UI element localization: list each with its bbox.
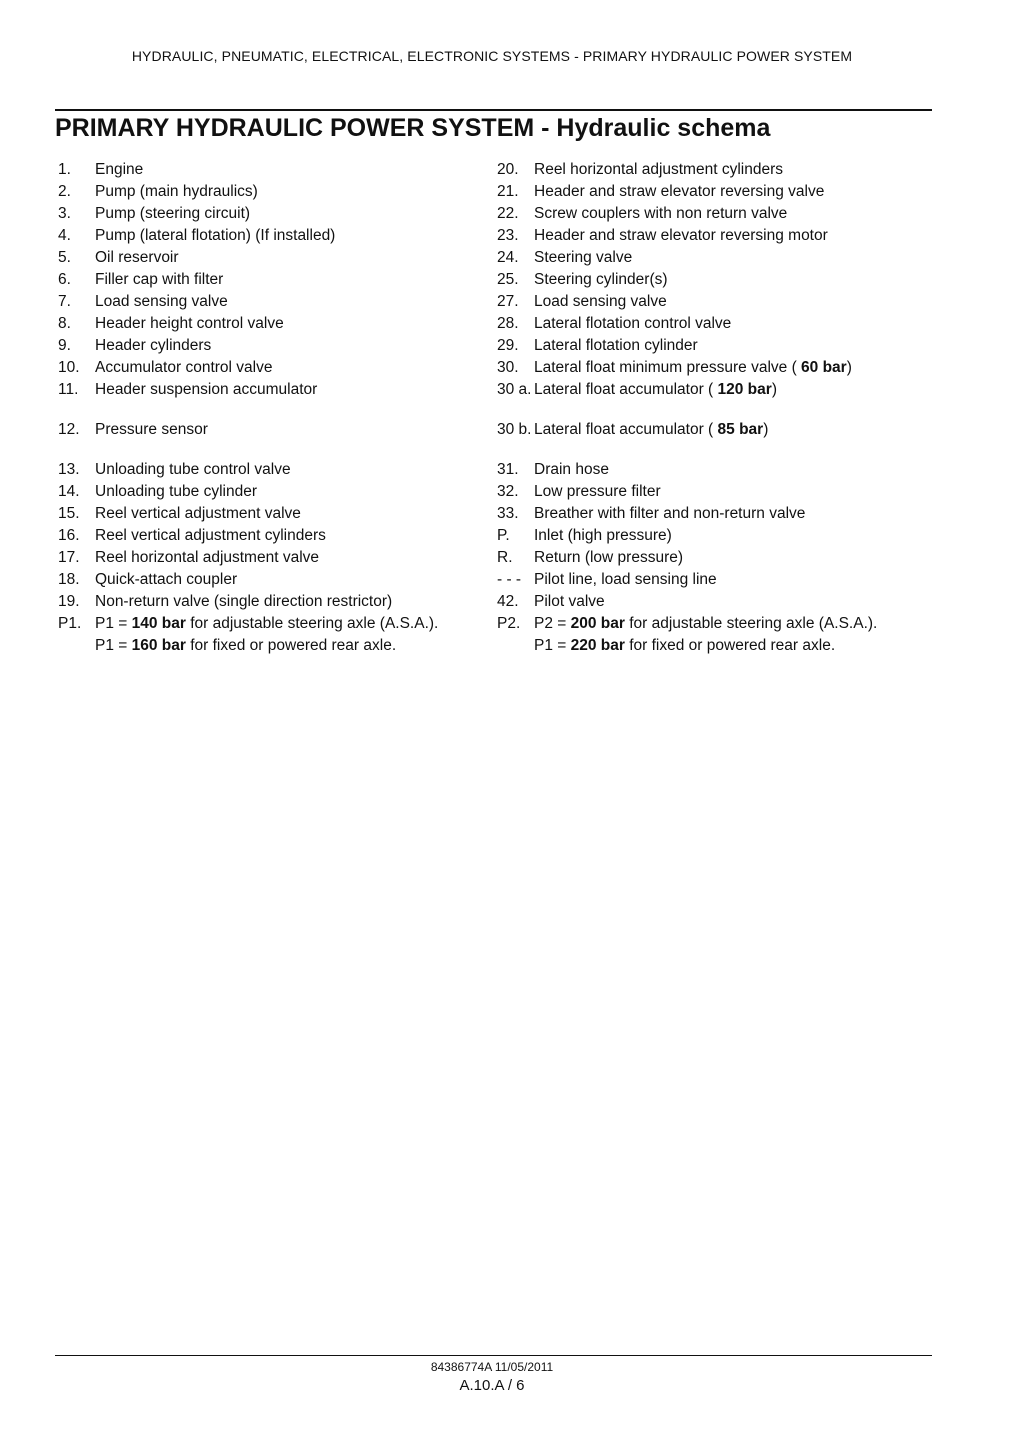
- p2-line-1: [534, 613, 937, 635]
- item-number: P2.: [497, 615, 521, 632]
- item-number: 25.: [497, 271, 519, 288]
- p1-line-1: [95, 613, 497, 635]
- item-number: 32.: [497, 483, 519, 500]
- item-number: 30 a.: [497, 381, 532, 398]
- item-number: 28.: [497, 315, 519, 332]
- legend-left-column: [58, 159, 497, 657]
- item-text: Pilot line, load sensing line: [534, 571, 717, 588]
- p2-line-2: [534, 635, 937, 657]
- item-text: Engine: [95, 161, 144, 178]
- item-text: Lateral flotation cylinder: [534, 337, 698, 354]
- legend-item: [58, 225, 497, 247]
- legend-item: [497, 225, 937, 247]
- item-text: Non-return valve (single direction restrictor): [95, 593, 393, 610]
- legend-item-p2: [497, 613, 937, 657]
- legend-item: [497, 247, 937, 269]
- item-text: Reel vertical adjustment cylinders: [95, 527, 326, 544]
- text-part: ): [763, 421, 769, 438]
- legend-item: [58, 379, 497, 419]
- legend-right-column: [497, 159, 937, 657]
- item-number: 16.: [58, 527, 80, 544]
- legend-item-30: [497, 357, 937, 379]
- item-number: 5.: [58, 249, 71, 266]
- text-part: P1 =: [534, 637, 571, 654]
- legend-item: [58, 591, 497, 613]
- text-part: Lateral float accumulator (: [534, 421, 718, 438]
- text-part: Lateral float accumulator (: [534, 381, 718, 398]
- item-number: 4.: [58, 227, 71, 244]
- item-number: R.: [497, 549, 513, 566]
- item-number: 17.: [58, 549, 80, 566]
- legend-item: [58, 547, 497, 569]
- legend-item-30a: [497, 379, 937, 419]
- page-title: PRIMARY HYDRAULIC POWER SYSTEM - Hydraulic schema: [55, 114, 771, 142]
- legend-item: [58, 291, 497, 313]
- item-number: 13.: [58, 461, 80, 478]
- item-number: 30 b.: [497, 421, 532, 438]
- item-number: 24.: [497, 249, 519, 266]
- item-number: 8.: [58, 315, 71, 332]
- legend-item: [58, 313, 497, 335]
- legend-item: [497, 269, 937, 291]
- page-number: A.10.A / 6: [459, 1377, 525, 1394]
- item-text: Load sensing valve: [534, 293, 667, 310]
- text-part: P2 =: [534, 615, 571, 632]
- document-id: 84386774A 11/05/2011: [430, 1360, 554, 1374]
- item-number: 18.: [58, 571, 80, 588]
- item-text: Load sensing valve: [95, 293, 228, 310]
- legend-item: [497, 291, 937, 313]
- item-text: Steering cylinder(s): [534, 271, 668, 288]
- legend-item: [58, 247, 497, 269]
- text-part: for adjustable steering axle (A.S.A.).: [624, 615, 878, 632]
- item-text: Pressure sensor: [95, 421, 208, 438]
- item-number: 7.: [58, 293, 71, 310]
- legend-item: [58, 481, 497, 503]
- item-text: Return (low pressure): [534, 549, 684, 566]
- text-part: for fixed or powered rear axle.: [185, 637, 397, 654]
- legend: [58, 159, 938, 657]
- text-part: for adjustable steering axle (A.S.A.).: [185, 615, 439, 632]
- item-text: Header height control valve: [95, 315, 284, 332]
- legend-item: [497, 459, 937, 481]
- item-text: Unloading tube control valve: [95, 461, 291, 478]
- item-number: 31.: [497, 461, 519, 478]
- item-number: 20.: [497, 161, 519, 178]
- legend-item: [497, 547, 937, 569]
- item-text: Drain hose: [534, 461, 609, 478]
- legend-item: [58, 181, 497, 203]
- legend-item-p1: [58, 613, 497, 657]
- legend-item: [58, 419, 497, 459]
- item-text: Pilot valve: [534, 593, 605, 610]
- item-text: Pump (steering circuit): [95, 205, 251, 222]
- item-number: 29.: [497, 337, 519, 354]
- legend-item: [497, 159, 937, 181]
- pressure-value: 85 bar: [717, 421, 764, 438]
- text-part: for fixed or powered rear axle.: [624, 637, 836, 654]
- item-number: - - -: [497, 571, 522, 588]
- item-text: [534, 613, 937, 657]
- pressure-value: 200 bar: [570, 615, 625, 632]
- legend-item: [58, 459, 497, 481]
- item-number: 15.: [58, 505, 80, 522]
- item-text: Steering valve: [534, 249, 633, 266]
- legend-item: [497, 203, 937, 225]
- item-text: Filler cap with filter: [95, 271, 224, 288]
- legend-item: [58, 269, 497, 291]
- item-number: 1.: [58, 161, 71, 178]
- item-number: 2.: [58, 183, 71, 200]
- legend-item: [497, 503, 937, 525]
- item-number: 33.: [497, 505, 519, 522]
- item-number: 3.: [58, 205, 71, 222]
- item-text: [95, 613, 497, 657]
- legend-item: [497, 313, 937, 335]
- item-number: P1.: [58, 615, 82, 632]
- text-part: P1 =: [95, 637, 132, 654]
- running-header: HYDRAULIC, PNEUMATIC, ELECTRICAL, ELECTRONIC SYSTEMS - PRIMARY HYDRAULIC POWER SYSTEM: [131, 48, 853, 64]
- legend-item: [58, 203, 497, 225]
- item-number: 23.: [497, 227, 519, 244]
- item-number: 12.: [58, 421, 80, 438]
- legend-item: [497, 481, 937, 503]
- text-part: Lateral float minimum pressure valve (: [534, 359, 802, 376]
- item-text: Header cylinders: [95, 337, 212, 354]
- pressure-value: 140 bar: [131, 615, 186, 632]
- item-text: Quick-attach coupler: [95, 571, 238, 588]
- item-number: 21.: [497, 183, 519, 200]
- legend-item: [58, 569, 497, 591]
- item-text: Header suspension accumulator: [95, 381, 318, 398]
- item-number: 9.: [58, 337, 71, 354]
- item-number: 30.: [497, 359, 519, 376]
- item-text: Header and straw elevator reversing motor: [534, 227, 828, 244]
- text-part: ): [771, 381, 777, 398]
- legend-item: [497, 591, 937, 613]
- item-number: 27.: [497, 293, 519, 310]
- legend-item-30b: [497, 419, 937, 459]
- pressure-value: 220 bar: [570, 637, 625, 654]
- item-text: Oil reservoir: [95, 249, 179, 266]
- item-number: 11.: [58, 381, 79, 398]
- bottom-rule: [55, 1355, 932, 1356]
- item-number: 14.: [58, 483, 80, 500]
- legend-item: [497, 525, 937, 547]
- item-text: [534, 357, 937, 379]
- item-text: Pump (lateral flotation) (If installed): [95, 227, 336, 244]
- item-number: 22.: [497, 205, 519, 222]
- pressure-value: 160 bar: [131, 637, 186, 654]
- legend-item: [58, 159, 497, 181]
- text-part: P1 =: [95, 615, 132, 632]
- item-text: Pump (main hydraulics): [95, 183, 258, 200]
- item-text: Reel horizontal adjustment valve: [95, 549, 320, 566]
- legend-item: [58, 525, 497, 547]
- legend-item: [497, 335, 937, 357]
- item-text: Low pressure filter: [534, 483, 661, 500]
- item-text: Accumulator control valve: [95, 359, 273, 376]
- item-text: Breather with filter and non-return valve: [534, 505, 806, 522]
- legend-item: [497, 181, 937, 203]
- item-text: Inlet (high pressure): [534, 527, 672, 544]
- p1-line-2: [95, 635, 497, 657]
- item-text: Header and straw elevator reversing valve: [534, 183, 825, 200]
- legend-item: [497, 569, 937, 591]
- item-number: 10.: [58, 359, 80, 376]
- item-number: 19.: [58, 593, 80, 610]
- item-text: Unloading tube cylinder: [95, 483, 257, 500]
- legend-item: [58, 503, 497, 525]
- item-text: Lateral flotation control valve: [534, 315, 732, 332]
- top-rule: [55, 109, 932, 111]
- pressure-value: 120 bar: [717, 381, 772, 398]
- item-text: Reel horizontal adjustment cylinders: [534, 161, 783, 178]
- item-text: Screw couplers with non return valve: [534, 205, 788, 222]
- item-number: 42.: [497, 593, 519, 610]
- item-text: [534, 419, 937, 459]
- legend-item: [58, 335, 497, 357]
- item-number: P.: [497, 527, 510, 544]
- item-text: Reel vertical adjustment valve: [95, 505, 301, 522]
- item-text: [534, 379, 937, 419]
- legend-item: [58, 357, 497, 379]
- text-part: ): [846, 359, 852, 376]
- item-number: 6.: [58, 271, 71, 288]
- pressure-value: 60 bar: [801, 359, 847, 376]
